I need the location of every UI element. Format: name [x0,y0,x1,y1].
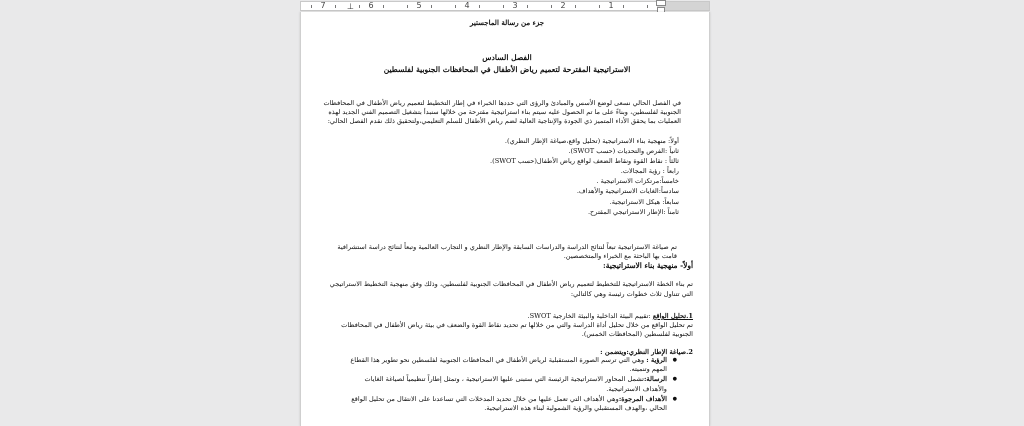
step-one-heading: 1.تحليل الواقع [652,312,693,320]
bullet-list [347,356,677,414]
ruler-tick [551,5,552,8]
ruler-number: 6 [368,1,374,10]
bullet-text: تشمل المحاور الاستراتيجية الرئيسة التي ستبنى عليها الاستراتيجية ، وتمثل إطاراً تنظيمياً لصياغة الغايات والأهداف الاستراتيجية. [364,375,667,393]
ruler-tick [311,5,312,8]
outline-item: ثالثاً : نقاط القوة ونقاط الضعف لواقع رياض الأطفال(حسب SWOT). [490,157,679,166]
bullet-label: الأهداف المرجوة: [618,394,667,403]
ruler-tick [335,5,336,8]
ruler-tick [455,5,456,8]
outline-item: أولاً: منهجية بناء الاستراتيجية (تحليل واقع،صياغة الإطار النظري). [504,137,679,145]
ruler-number: 5 [416,1,422,10]
chapter-outline [339,136,679,217]
ruler-tick [599,5,600,8]
ruler-number: 4 [464,1,470,10]
list-item [347,356,677,374]
ruler-number: 3 [512,1,518,10]
summary-paragraph: تم صياغة الاستراتيجية تبعاً لنتائج الدراسة والدراسات السابقة والإطار النظري و التجارب العالمية وتبعاً لنتائج دراسة استشرافية قامت بها الباحثة مع الخبراء والمتخصصين. [337,243,677,260]
step-one [321,312,693,339]
ruler-number: 2 [560,1,566,10]
chapter-title: الفصل السادس [482,53,532,62]
outline-item: سابعاً: هيكل الاستراتيجية. [609,197,679,206]
ruler-tick [575,5,576,8]
ruler-number: 7 [320,1,326,10]
outline-item: خامساً:مرتكزات الاستراتيجية . [596,177,679,186]
step-one-heading-rest: :تقييم البيئة الداخلية والبيئة الخارجية SWOT. [527,312,651,320]
horizontal-ruler[interactable] [300,1,710,11]
step-one-body: تم تحليل الواقع من خلال تحليل أداة الدراسة والتي من خلالها تم تحديد نقاط القوة والضعف في بيئة رياض الأطفال في المحافظات الجنوبية لفلسطين (المحافظات الخمس). [341,321,693,338]
ruler-tick [527,5,528,8]
ruler-tick [647,5,648,8]
page-header: جزء من رسالة الماجستير [469,18,545,27]
ruler-tick [623,5,624,8]
outline-item: رابعاً : رؤية المجالات. [620,167,679,176]
section-heading: أولاً- منهجية بناء الاستراتيجية: [603,261,693,270]
chapter-subtitle: الاستراتيجية المقترحة لتعميم رياض الأطفال في المحافظات الجنوبية لفلسطين [383,65,631,74]
ruler-tick [407,5,408,8]
list-item [347,375,677,393]
tab-stop-icon[interactable]: ⊥ [347,2,354,11]
workspace-background [710,12,1024,426]
outline-item: سادساً:الغايات الاستراتيجية والأهداف. [576,187,679,196]
bullet-text: وهي الأهداف التي تعمل عليها من خلال تحديد المدخلات التي تساعدنا على الانتقال من تحليل الواقع الحالي ،والهدف المستقبلي والرؤية الشمولية لبناء هذه الاستراتيجية. [351,394,667,413]
outline-item: ثانياً :الفرص والتحديات (حسب SWOT). [568,147,679,156]
ruler-tick [431,5,432,8]
intro-paragraph: في الفصل الحالي نسعى لوضع الأسس والمبادئ والرؤى التي حددها الخبراء في إطار التخطيط لتعميم رياض الأطفال في المحافظات الجنوبية لفلسطين، وبناءً على ما تم الحصول عليه سيتم بناء استراتيجية مقترحة من خلالها سنبدأ بتشغيل التصميم الفني الجديد لهذه العمليات بما يحقق الأداء المتميز ذي الجودة والإنتاجية العالية لضم رياض الأطفال للسلم التعليمي،ولتحقيق ذلك نقدم الفصل الحالي: [323,99,681,126]
methodology-paragraph: تم بناء الخطة الاستراتيجية للتخطيط لتعميم رياض الأطفال في المحافظات الجنوبية لفلسطين، وذلك وفق منهجية التخطيط الاستراتيجي التي تتناول ثلاث خطوات رئيسة وهي كالتالي: [329,280,693,298]
list-item [347,395,677,413]
bullet-label: الرؤية : [646,356,667,364]
step-two-heading: 2.صياغة الإطار النظري:ويتضمن : [600,348,693,356]
bullet-label: الرسالة: [644,375,667,384]
ruler-tick [383,5,384,8]
document-page[interactable] [300,12,710,426]
bullet-text: وهي التي ترسم الصورة المستقبلية لرياض الأطفال في المحافظات الجنوبية لفلسطين نحو تطوير هذا القطاع المهم وتنميته. [350,356,667,374]
ruler-tick [359,5,360,8]
ruler-tick [503,5,504,8]
ruler-number: 1 [608,1,614,10]
outline-item: ثامناً :الإطار الاستراتيجي المقترح. [587,207,679,216]
ruler-tick [479,5,480,8]
